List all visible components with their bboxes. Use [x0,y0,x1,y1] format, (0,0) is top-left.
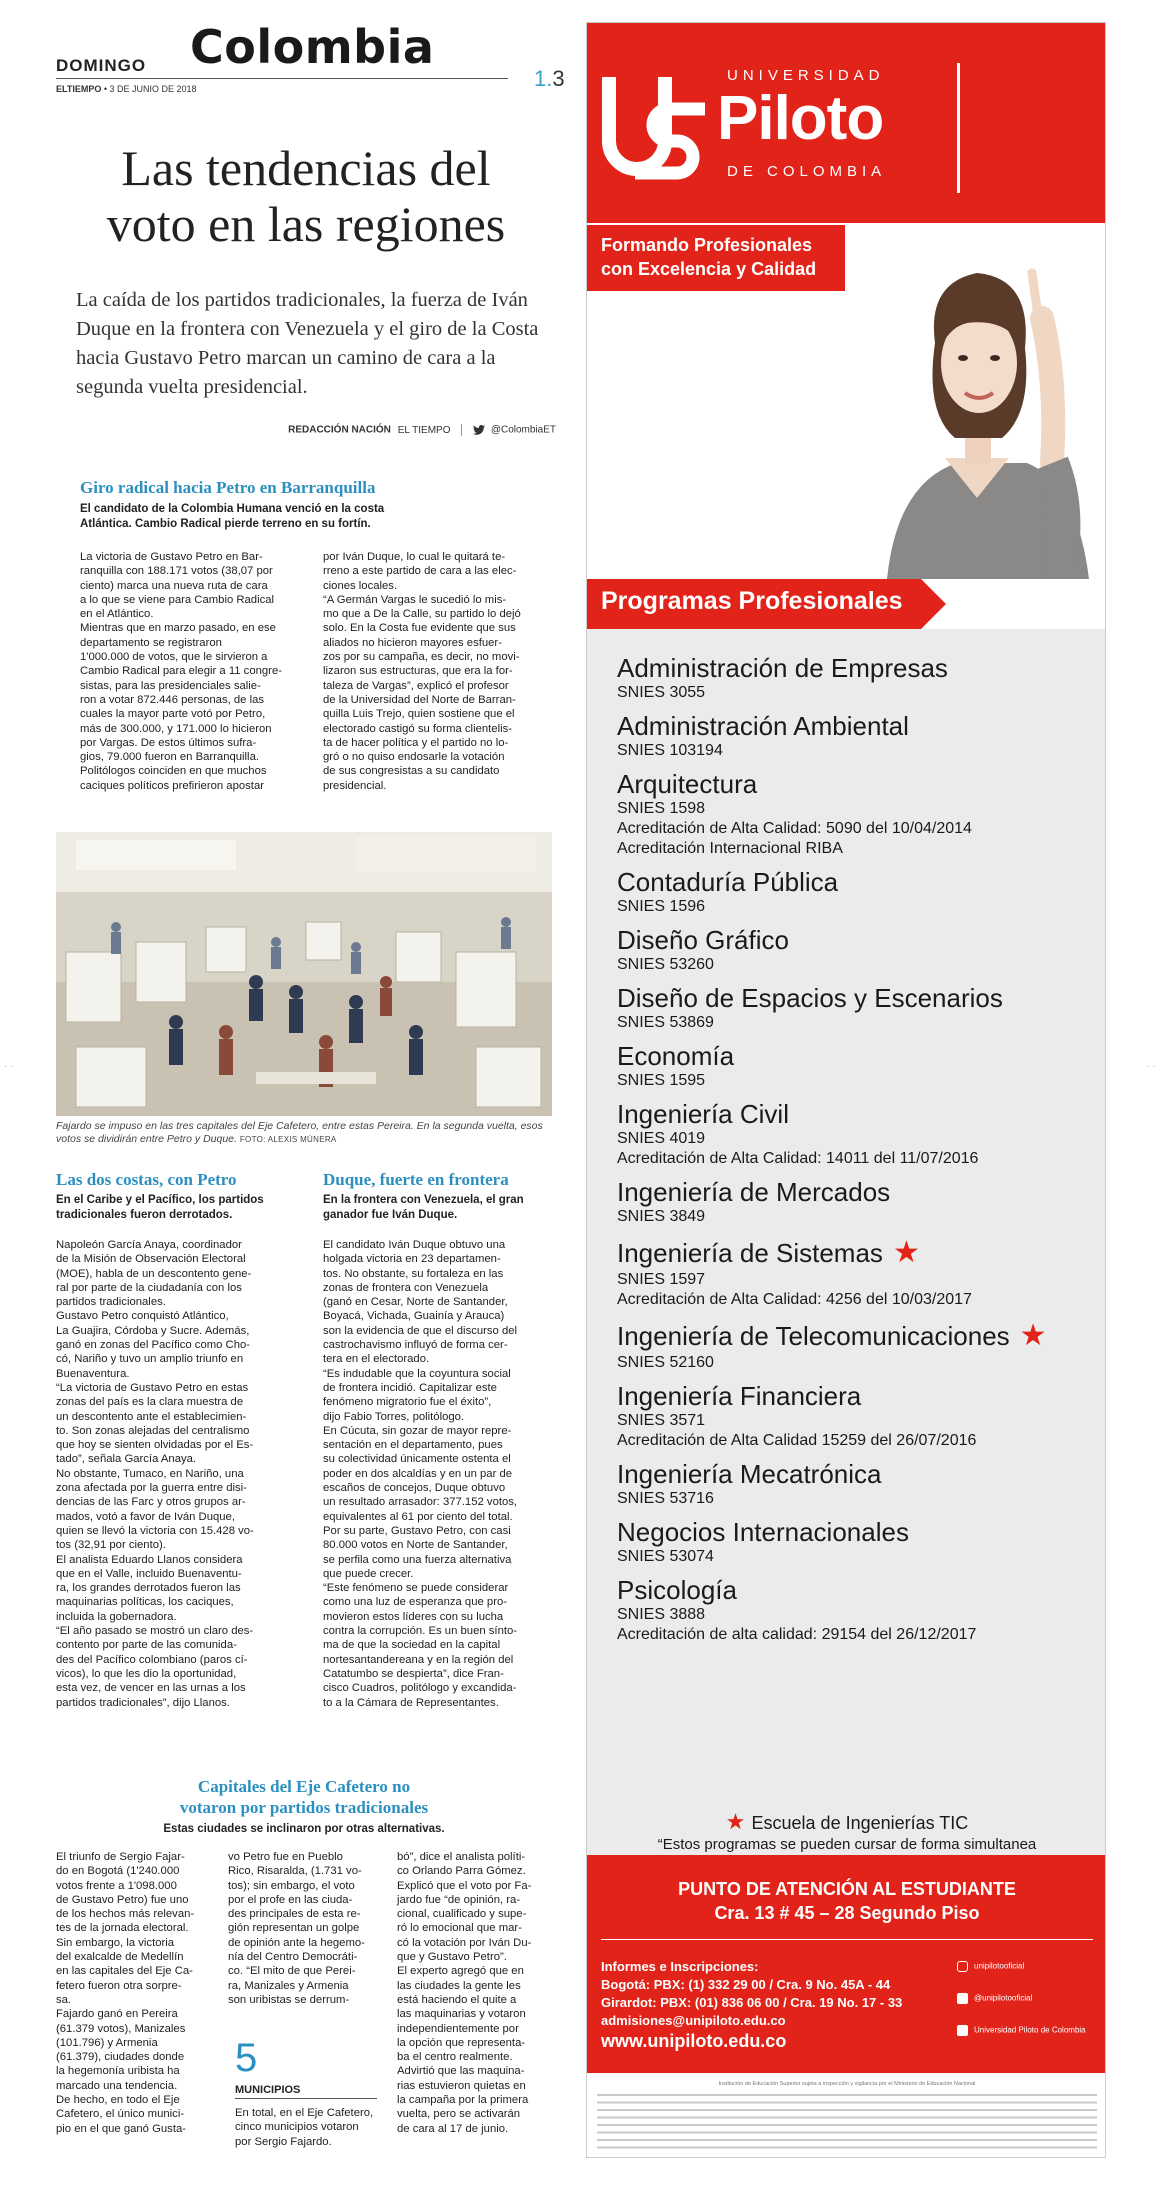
program-accreditation: Acreditación de Alta Calidad 15259 del 26/07/2016 [617,1432,977,1449]
program-item [617,711,1106,761]
photo-caption [56,1120,552,1146]
contact-website: www.unipiloto.edu.co [601,2031,787,2051]
barranquilla-col-2: por Iván Duque, lo cual le quitará te- rreno a este partido de cara a las elec- ciones locales. “A Germán Vargas le sucedió lo mis- mo que a De la Calle, su partido lo dejó solo. En la Costa fue evidente que sus aliados no hicieron mayores esfuer- zos por su campaña, es decir, no movi- lizaron sus estructuras, que era la for- taleza de Vargas”, explicó el profesor de la Universidad del Norte de Barran- quilla Luis Trejo, quien sostiene que el electorado castigó su forma clientelis- ta de hacer política y el partido no lo- gró o no quiso endosarle la votación de sus congresistas a su candidato presidencial. [323,551,521,792]
program-snies: SNIES 3571 [617,1412,706,1429]
tic-title-text: Escuela de Ingenierías TIC [751,1813,969,1833]
program-container [617,653,1106,1645]
eje-title [56,1776,552,1818]
eje-sub: Estas ciudades se inclinaron por otras alternativas. [163,1823,445,1835]
program-name: Ingeniería Civil [617,1099,789,1129]
contact-girardot: Girardot: PBX: (01) 836 06 00 / Cra. 19 No. 17 - 33 [601,1995,903,2010]
eje-col-3: bó”, dice el analista políti- co Orlando Parra Gómez. Explicó que el voto por Fa- jardo fue “de opinión, ra- cional, cualificado y supe- ró lo emocional que mar- có la votación por Iván Du- que y Gustavo Petro”. El experto agregó que en las ciudades la gente les está haciendo el quite a las maquinarias y votaron independientemente por la opción que representa- ba el centro realmente. Advirtió que las maquina- rias estuvieron quietas en la campaña por la primera vuelta, pero se activarán de cara al 17 de junio. [397,1851,532,2135]
byline-handle: @ColombiaET [490,424,556,436]
program-name: Ingeniería Financiera [617,1381,862,1411]
program-snies: SNIES 53716 [617,1490,714,1507]
program-name: Ingeniería de Sistemas [617,1238,883,1268]
barranquilla-sub: El candidato de la Colombia Humana venció en la costa Atlántica. Cambio Radical pierde terreno en su fortín. [80,503,385,530]
program-name: Ingeniería Mecatrónica [617,1459,882,1489]
program-item [617,867,1106,917]
photo-credit: FOTO: ALEXIS MÚNERA [239,1135,337,1144]
star-icon: ★ [725,1809,752,1834]
barranquilla-col-1: La victoria de Gustavo Petro en Bar- ranquilla con 188.171 votos (38,07 por ciento) marca una nueva ruta de cara a lo que se viene para Cambio Radical en el Atlántico. Mientras que en marzo pasado, en ese departamento se registraron 1'000.000 de votos, que le sirvieron a Cambio Radical para elegir a 11 congre- sistas, para las presidenciales salie- ron a votar 872.446 personas, de las cuales la mayor parte votó por Petro, más de 300.000, y 171.000 lo hicieron por Vargas. De estos últimos sufra- gios, 79.000 fueron en Barranquilla. Politólogos coinciden en que muchos caciques políticos prefirieron apostar [80,551,282,792]
program-item [617,1318,1106,1373]
footer-title: PUNTO DE ATENCIÓN AL ESTUDIANTE [678,1879,1016,1899]
barranquilla-title: Giro radical hacia Petro en Barranquilla [80,478,376,497]
program-name: Economía [617,1041,735,1071]
costas-body: Napoleón García Anaya, coordinador de la Misión de Observación Electoral (MOE), habla de un descontento gene- ral por parte de la ciudadanía con los partidos tradicionales. Gustavo Petro conquistó Atlántico, La Guajira, Córdoba y Sucre. Además, ganó en zonas del Pacífico como Cho- có, Nariño y tuvo un amplio triunfo en Buenaventura. “La victoria de Gustavo Petro en estas zonas del país es la clara muestra de un descontento ante el establecimien- to. Son zonas alejadas del centralismo que hoy se sienten olvidadas por el Es- tado”, señala García Anaya. No obstante, Tumaco, en Nariño, una zona afectada por la guerra entre disi- dencias de las Farc y otros grupos ar- mados, votó a favor de Iván Duque, quien se llevó la victoria con 15.428 vo- tos (32,91 por ciento). El analista Eduardo Llanos considera que en el Valle, incluido Buenaventu- ra, los grandes derrotados fueron las maquinarias políticas, los caciques, incluida la gobernadora. “El año pasado se mostró un claro des- contento por parte de las comunida- des del Pacífico colombiano (paros cí- vicos), lo que les dio la oportunidad, esta vez, de vencer en las urnas a los partidos tradicionales”, dijo Llanos. [56,1239,254,1709]
masthead-date [56,84,197,94]
stat-text: En total, en el Eje Cafetero, cinco municipios votaron por Sergio Fajardo. [235,2107,374,2148]
trim-mark-right: · · [1146,1062,1156,1073]
masthead-rule [56,78,508,79]
program-snies: SNIES 3849 [617,1208,706,1225]
program-item [617,1177,1106,1227]
ad-slogan [587,223,845,291]
voting-photo-illustration [56,832,552,1116]
program-item [617,925,1106,975]
stat-number: 5 [235,2036,258,2080]
student-photo [827,223,1106,579]
program-item [617,769,1106,859]
program-snies: SNIES 53869 [617,1014,714,1031]
program-item [617,653,1106,703]
byline [56,424,556,436]
program-accreditation: Acreditación de Alta Calidad: 4256 del 10/03/2017 [617,1291,972,1308]
contact-bogota: Bogotá: PBX: (1) 332 29 00 / Cra. 9 No. 45A - 44 [601,1977,891,1992]
program-accreditation: Acreditación Internacional RIBA [617,840,843,857]
main-headline [56,140,556,252]
twitter-icon [957,1993,968,2004]
facebook-icon [957,2025,968,2036]
program-accreditation: Acreditación de Alta Calidad: 5090 del 10/04/2014 [617,820,972,837]
main-deck: La caída de los partidos tradicionales, la fuerza de Iván Duque en la frontera con Venezuela y el giro de la Costa hacia Gustavo Petro marcan un camino de cara a la segunda vuelta presidencial. [76,289,539,398]
issue-date: • 3 DE JUNIO DE 2018 [101,84,197,94]
eje-col-1: El triunfo de Sergio Fajar- do en Bogotá (1'240.000 votos frente a 1'098.000 de Gustavo Petro) fue uno de los hechos más relevan- tes de la jornada electoral. Sin embargo, la victoria del exalcalde de Medellín en las capitales del Eje Ca- fetero fueron otra sorpre- sa. Fajardo ganó en Pereira (61.379 votos), Manizales (101.796) y Armenia (61.379), ciudades donde la hegemonía uribista ha marcado una tendencia. De hecho, en todo el Eje Cafetero, el único munici- pio en el que ganó Gusta- [56,1851,195,2135]
logo-de-colombia: DE COLOMBIA [727,163,887,180]
caption-text: Fajardo se impuso en las tres capitales del Eje Cafetero, entre estas Pereira. En la segunda vuelta, esos votos se dividirán entre Petro y Duque. [56,1120,543,1145]
program-snies: SNIES 3055 [617,684,706,701]
footer-rule [601,1939,1093,1940]
byline-desk: REDACCIÓN NACIÓN [288,424,391,436]
costas-title: Las dos costas, con Petro [56,1170,237,1189]
program-snies: SNIES 52160 [617,1354,714,1371]
programs-banner: Programas Profesionales [587,579,921,629]
instagram-icon [957,1961,968,1972]
page-section: 1. [534,66,553,91]
program-snies: SNIES 1596 [617,898,706,915]
voting-center-photo [56,832,552,1116]
program-snies: SNIES 4019 [617,1130,706,1147]
paper-name: ELTIEMPO [56,84,102,94]
program-snies: SNIES 53260 [617,956,714,973]
program-item [617,1099,1106,1169]
trim-mark-left: · · [4,1062,14,1073]
star-icon: ★ [892,1236,920,1269]
logo-divider [957,63,960,193]
social-twitter [957,1993,1032,2004]
program-name: Administración Ambiental [617,711,909,741]
social-facebook [957,2025,1086,2036]
instagram-handle: unipilotooficial [974,1961,1025,1971]
ad-header [587,23,1106,629]
program-name: Contaduría Pública [617,867,839,897]
program-item [617,1381,1106,1451]
byline-separator [461,424,462,436]
program-snies: SNIES 1595 [617,1072,706,1089]
program-accreditation: Acreditación de alta calidad: 29154 del 26/12/2017 [617,1626,977,1643]
duque-sub: En la frontera con Venezuela, el gran ganador fue Iván Duque. [323,1194,524,1221]
stat-label: MUNICIPIOS [235,2084,377,2099]
contact-email: admisiones@unipiloto.edu.co [601,2013,786,2028]
facebook-name: Universidad Piloto de Colombia [974,2025,1086,2035]
program-snies: SNIES 3888 [617,1606,706,1623]
page-num: 3 [552,66,565,91]
footer-address: Cra. 13 # 45 – 28 Segundo Piso [714,1903,980,1923]
slogan-line-2: con Excelencia y Calidad [601,259,817,279]
info-label: Informes e Inscripciones: [601,1959,759,1974]
duque-body: El candidato Iván Duque obtuvo una holgada victoria en 23 departamen- tos. No obstante, su fortaleza en las zonas de frontera con Venezuela (ganó en Cesar, Norte de Santander, Boyacá, Vichada, Guainía y Arauca) son la evidencia de que el discurso del castrochavismo influyó de forma cer- tera en el electorado. “Es indudable que la coyuntura social de frontera incidió. Capitalizar este fenómeno migratorio fue el éxito”, dijo Fabio Torres, politólogo. En Cúcuta, sin gozar de mayor repre- sentación en el departamento, pues su colectividad únicamente ostenta el poder en dos alcaldías y en un par de escaños de concejos, Duque obtuvo un resultado arrasador: 377.152 votos, equivalentes al 61 por ciento del total. Por su parte, Gustavo Petro, con casi 80.000 votos en Norte de Santander, se perfila como una fuerza alternativa que puede crecer. “Este fenómeno se puede considerar como una luz de esperanza que pro- movieron estos líderes con su lucha contra la corrupción. Es un buen sínto- ma de que la sociedad en la capital nortesantandereana y en la región del Catatumbo se despierta”, dice Fran- cisco Cuadros, politólogo y excandida- to a la Cámara de Representantes. [323,1239,518,1709]
program-item [617,983,1106,1033]
twitter-handle: @unipilotooficial [974,1993,1033,2003]
program-item [617,1235,1106,1310]
byline-paper: EL TIEMPO [397,424,451,436]
twitter-icon [473,425,485,435]
program-item [617,1575,1106,1645]
program-name: Diseño Gráfico [617,925,789,955]
program-snies: SNIES 53074 [617,1548,714,1565]
program-item [617,1517,1106,1567]
program-name: Arquitectura [617,769,758,799]
fine-print-title: Institución de Educación Superior sujeta a inspección y vigilancia por el Ministerio de Educación Nacional [718,2081,976,2087]
slogan-line-1: Formando Profesionales [601,235,813,255]
program-name: Ingeniería de Telecomunicaciones [617,1321,1010,1351]
eje-col-2: vo Petro fue en Pueblo Rico, Risaralda, (1.731 vo- tos); sin embargo, el voto por el profe en las ciuda- des principales de esta re- gión representan un golpe de opinión ante la hegemo- nía del Centro Democráti- co. “El mito de que Perei- ra, Manizales y Armenia son uribistas se derrum- [228,1851,365,2006]
program-name: Psicología [617,1575,737,1605]
program-name: Administración de Empresas [617,653,948,683]
section-day: DOMINGO [56,56,147,75]
section-title: Colombia [190,20,435,74]
program-item [617,1041,1106,1091]
page-number [534,66,565,92]
headline-line-1: Las tendencias del [121,140,491,196]
fine-print-text-block [597,2091,1097,2151]
logo-piloto: Piloto [717,84,884,153]
program-snies: SNIES 103194 [617,742,723,759]
programs-list [587,629,1106,1855]
program-accreditation: Acreditación de Alta Calidad: 14011 del 11/07/2016 [617,1150,979,1167]
headline-line-2: voto en las regiones [106,196,506,252]
fine-print [587,2073,1106,2158]
ad-footer [587,1855,1106,2073]
program-snies: SNIES 1597 [617,1271,706,1288]
piloto-logo-icon [601,71,713,181]
star-icon: ★ [1019,1319,1047,1352]
costas-sub: En el Caribe y el Pacífico, los partidos tradicionales fueron derrotados. [56,1194,264,1221]
program-item [617,1459,1106,1509]
program-snies: SNIES 1598 [617,800,706,817]
tic-note: “Estos programas se pueden cursar de forma simultanea [657,1836,1037,1853]
eje-title-line-1: Capitales del Eje Cafetero no [197,1777,411,1796]
program-name: Diseño de Espacios y Escenarios [617,983,1003,1013]
eje-title-line-2: votaron por partidos tradicionales [179,1798,429,1817]
program-name: Ingeniería de Mercados [617,1177,891,1207]
duque-title: Duque, fuerte en frontera [323,1170,509,1189]
program-name: Negocios Internacionales [617,1517,909,1547]
university-ad [586,22,1106,2158]
logo-universidad: UNIVERSIDAD [727,67,885,84]
social-instagram [957,1961,1024,1972]
tic-title [587,1809,1106,1835]
